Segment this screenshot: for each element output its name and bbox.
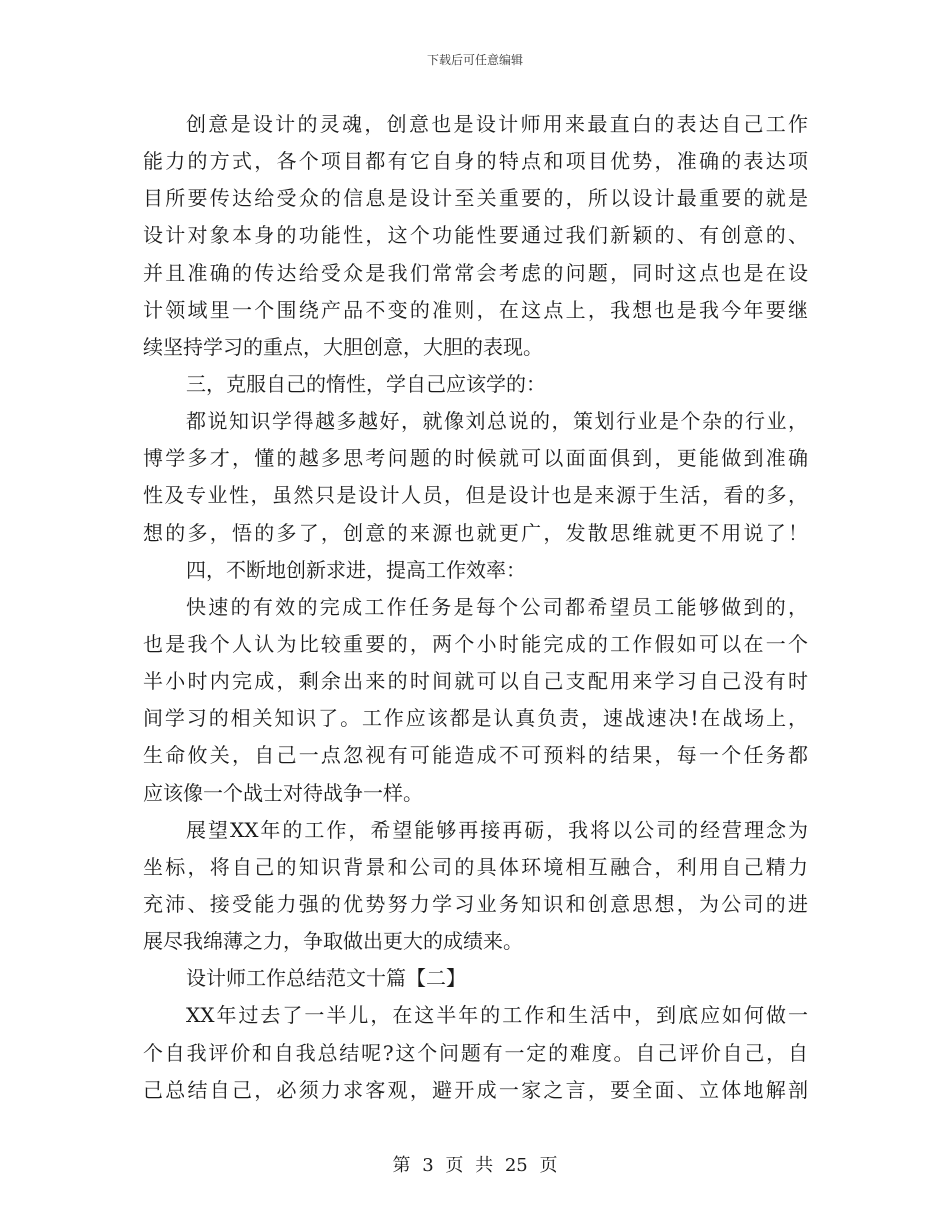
text-line: 计领域里一个围绕产品不变的准则，在这点上，我想也是我今年要继 <box>143 297 808 322</box>
text-line: 并且准确的传达给受众是我们常常会考虑的问题，同时这点也是在设 <box>143 260 808 285</box>
page-header: 下载后可任意编辑 <box>426 53 523 67</box>
text-line: XX年过去了一半儿，在这半年的工作和生活中，到底应如何做一 <box>186 1003 808 1028</box>
text-line: 设计对象本身的功能性，这个功能性要通过我们新颖的、有创意的、 <box>143 223 808 248</box>
text-line: 展尽我绵薄之力，争取做出更大的成绩来。 <box>143 929 523 954</box>
text-line: 个自我评价和自我总结呢?这个问题有一定的难度。自己评价自己，自 <box>143 1040 808 1065</box>
text-line: 续坚持学习的重点，大胆创意，大胆的表现。 <box>143 334 543 359</box>
text-line: 四，不断地创新求进，提高工作效率： <box>186 557 526 582</box>
document-body <box>143 106 808 1109</box>
text-line: 也是我个人认为比较重要的，两个小时能完成的工作假如可以在一个 <box>143 631 808 656</box>
text-line: 都说知识学得越多越好，就像刘总说的，策划行业是个杂的行业， <box>186 409 808 434</box>
text-line: 半小时内完成，剩余出来的时间就可以自己支配用来学习自己没有时 <box>143 669 808 694</box>
text-line: 性及专业性，虽然只是设计人员，但是设计也是来源于生活，看的多， <box>143 483 808 508</box>
text-line: 间学习的相关知识了。工作应该都是认真负责，速战速决!在战场上， <box>143 706 808 731</box>
text-line: 三，克服自己的惰性，学自己应该学的： <box>186 371 546 396</box>
text-line: 坐标，将自己的知识背景和公司的具体环境相互融合，利用自己精力 <box>143 854 808 879</box>
text-line: 己总结自己，必须力求客观，避开成一家之言，要全面、立体地解剖 <box>143 1077 808 1102</box>
text-line: 创意是设计的灵魂，创意也是设计师用来最直白的表达自己工作 <box>186 112 808 136</box>
text-line: 目所要传达给受众的信息是设计至关重要的，所以设计最重要的就是 <box>143 186 808 211</box>
text-line: 博学多才，懂的越多思考问题的时候就可以面面俱到，更能做到准确 <box>143 446 808 471</box>
text-line: 能力的方式，各个项目都有它自身的特点和项目优势，准确的表达项 <box>143 149 808 174</box>
text-line: 设计师工作总结范文十篇【二】 <box>186 966 466 991</box>
text-line: 快速的有效的完成工作任务是每个公司都希望员工能够做到的， <box>186 594 808 619</box>
text-line: 应该像一个战士对待战争一样。 <box>143 780 423 805</box>
text-line: 充沛、接受能力强的优势努力学习业务知识和创意思想，为公司的进 <box>143 891 808 916</box>
text-line: 展望XX年的工作，希望能够再接再砺，我将以公司的经营理念为 <box>186 817 808 842</box>
text-line: 想的多，悟的多了，创意的来源也就更广，发散思维就更不用说了！ <box>143 520 808 545</box>
text-line: 生命攸关，自己一点忽视有可能造成不可预料的结果，每一个任务都 <box>143 743 808 768</box>
page-footer: 第 3 页 共 25 页 <box>392 1155 558 1176</box>
